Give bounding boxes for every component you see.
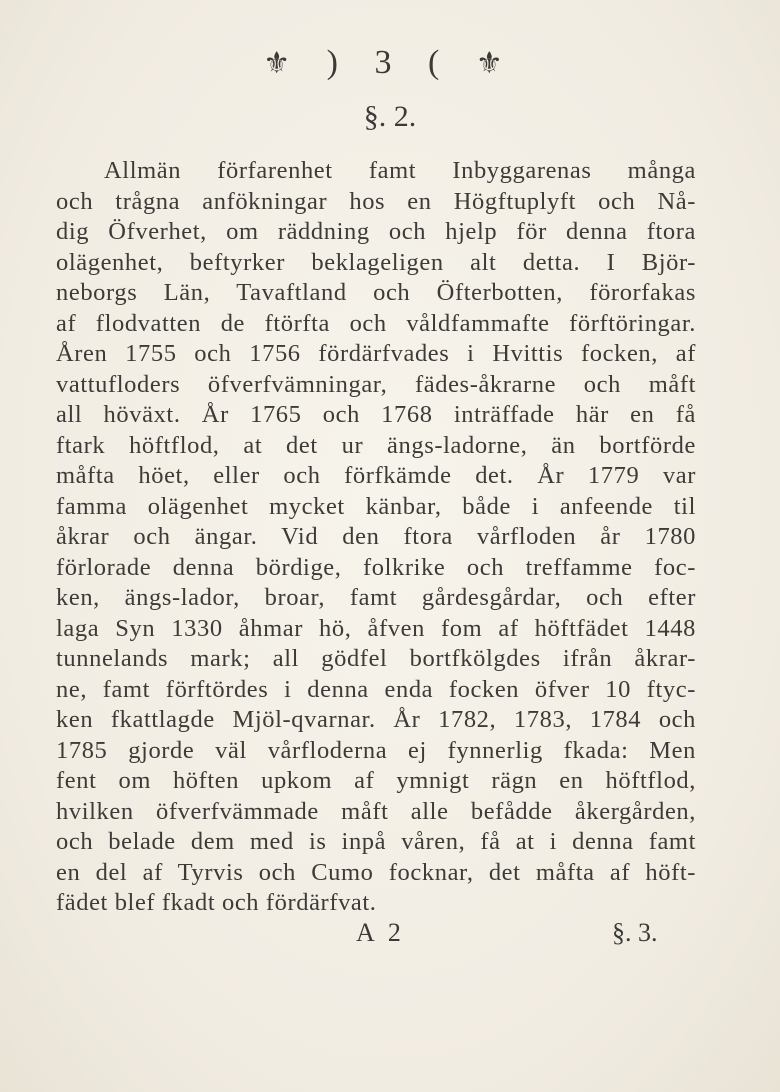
text-line: neborgs Län, Tavaftland och Öfterbotten, förorfakas: [56, 279, 696, 306]
page-header: [0, 44, 780, 82]
text-line: all höväxt. År 1765 och 1768 inträffade här en få: [56, 401, 696, 428]
text-line: vattufloders öfverfvämningar, fädes-åkrarne och måft: [56, 370, 696, 398]
header-paren-right: ): [326, 44, 352, 81]
text-line: förlorade denna bördige, folkrike och treffamme foc-: [56, 553, 696, 581]
text-line: och trågna anfökningar hos en Högftuplyft och Nå-: [56, 187, 696, 215]
signature-mark: A 2: [356, 918, 405, 947]
text-line: ken fkattlagde Mjöl-qvarnar. År 1782, 1783, 1784 och: [56, 706, 696, 733]
text-line: fädet blef fkadt och fördärfvat.: [56, 889, 377, 916]
text-line: olägenhet, beftyrker beklageligen alt detta. I Björ-: [56, 248, 696, 276]
fleur-de-lis-ornament-left: ⚜: [263, 47, 305, 80]
text-line: och belade dem med is inpå våren, få at i denna famt: [56, 828, 696, 855]
fleur-de-lis-ornament-right: ⚜: [475, 47, 517, 80]
text-line: af flodvatten de ftörfta och våldfammafte förftöringar.: [56, 309, 696, 337]
text-line: en del af Tyrvis och Cumo focknar, det måfta af höft-: [56, 858, 696, 886]
text-line: måfta höet, eller och förfkämde det. År 1779 var: [56, 462, 696, 489]
text-line: Allmän förfarenhet famt Inbyggarenas många: [104, 157, 696, 184]
text-line: famma olägenhet mycket känbar, både i anfeende til: [56, 492, 696, 520]
text-line: Åren 1755 och 1756 fördärfvades i Hvittis focken, af: [56, 340, 696, 367]
text-line: ken, ängs-lador, broar, famt gårdesgårdar, och efter: [56, 584, 696, 611]
text-line: 1785 gjorde väl vårfloderna ej fynnerlig fkada: Men: [56, 736, 696, 764]
section-heading: §. 2.: [363, 100, 417, 133]
body-paragraph: [56, 156, 696, 919]
text-line: dig Öfverhet, om räddning och hjelp för denna ftora: [56, 218, 696, 245]
text-line: fent om höften upkom af ymnigt rägn en höftflod,: [56, 767, 696, 794]
catchword: §. 3.: [612, 918, 658, 947]
text-line: åkrar och ängar. Vid den ftora vårfloden år 1780: [56, 523, 696, 550]
text-line: ftark höftflod, at det ur ängs-ladorne, än bortförde: [56, 431, 696, 459]
text-line: hvilken öfverfvämmade måft alle befådde åkergården,: [56, 797, 696, 825]
text-line: laga Syn 1330 åhmar hö, åfven fom af höftfädet 1448: [56, 614, 696, 642]
text-line: tunnelands mark; all gödfel bortfkölgdes ifrån åkrar-: [56, 645, 696, 672]
page-footer: [0, 908, 780, 948]
text-line: ne, famt förftördes i denna enda focken öfver 10 ftyc-: [56, 675, 696, 703]
header-paren-left: (: [428, 44, 454, 81]
page-number: 3: [374, 44, 406, 81]
